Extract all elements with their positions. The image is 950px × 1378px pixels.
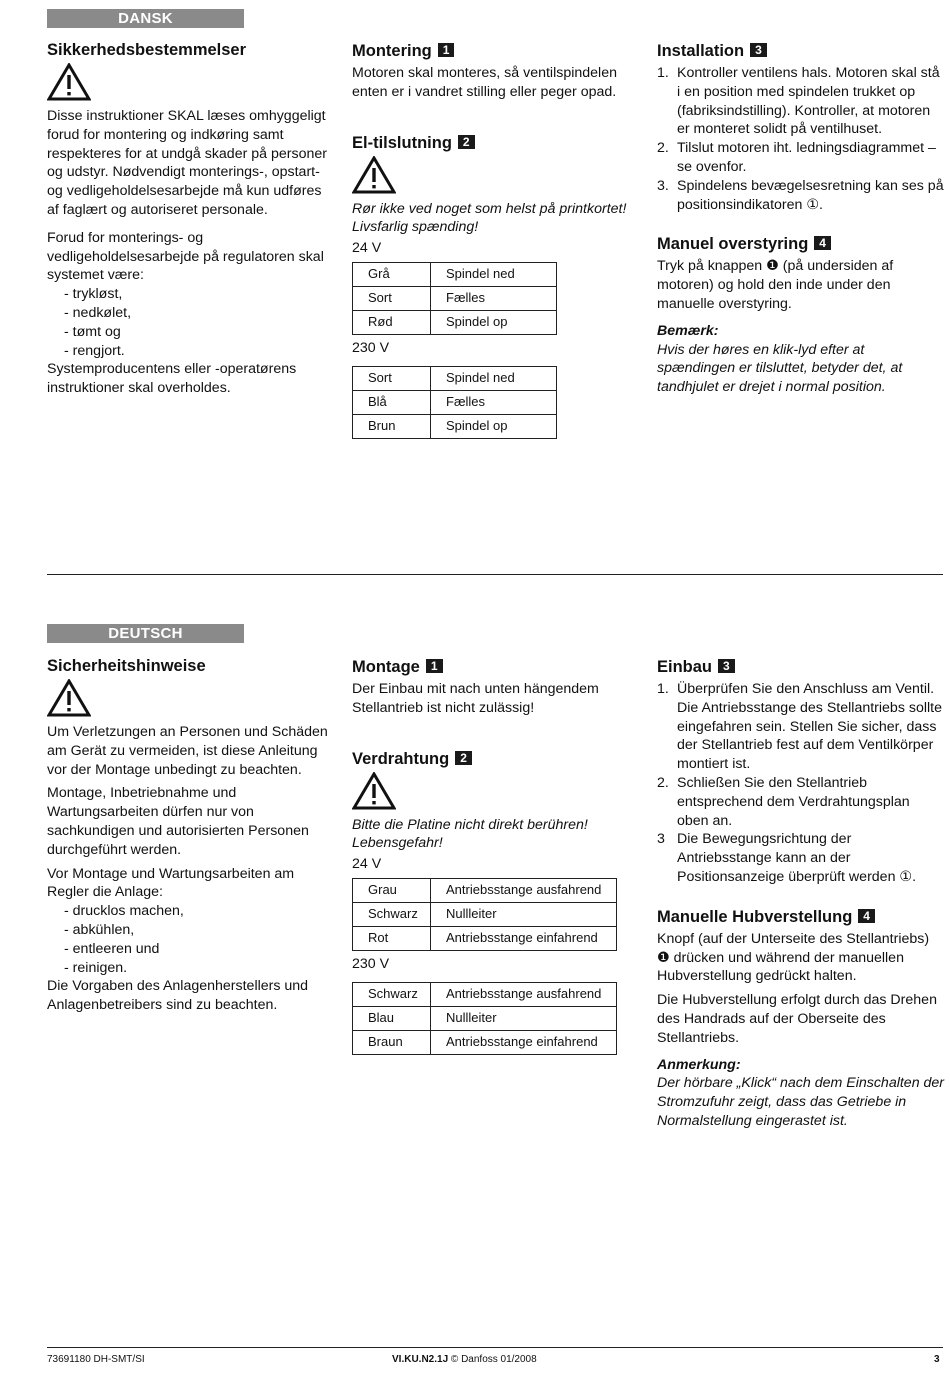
warning-text: Bitte die Platine nicht direkt berühren! Lebensgefahr! — [352, 816, 588, 852]
wire-function: Fælles — [431, 390, 557, 414]
note-title: Anmerkung: — [657, 1056, 741, 1073]
table-row — [353, 926, 617, 950]
list-item: - tømt og — [64, 323, 337, 342]
deutsch-installation-manual — [657, 657, 945, 1136]
wiring-table-230v — [352, 982, 617, 1055]
table-row — [353, 390, 557, 414]
section-title — [352, 749, 642, 769]
step-text: Tilslut motoren iht. ledningsdiagrammet – se ovenfor. — [677, 140, 936, 175]
step-number-badge: 3 — [718, 659, 735, 673]
list-item: - nedkølet, — [64, 304, 337, 323]
wire-function: Antriebsstange ausfahrend — [431, 878, 617, 902]
step-list — [657, 64, 945, 214]
wire-color: Schwarz — [353, 982, 431, 1006]
list-item: - entleeren und — [64, 940, 337, 959]
wire-function: Spindel ned — [431, 366, 557, 390]
section-title — [352, 133, 642, 153]
dansk-safety-section — [47, 40, 337, 403]
step-text: Überprüfen Sie den Anschluss am Ventil. Die Antriebsstange des Stellantriebs sollte eingefahren sein. Stellen Sie sicher, dass der Stellantrieb fest auf dem Ventilkörper montiert ist. — [677, 681, 942, 773]
title-text: Einbau — [657, 658, 713, 676]
step-number-badge: 3 — [750, 43, 767, 57]
step-number: 1. — [657, 65, 669, 81]
list-item — [657, 680, 945, 774]
note-text: Hvis der høres en klik-lyd efter at spændingen er tilsluttet, betyder det, at tandhjulet er drejet i normal position. — [657, 341, 903, 396]
requirement-list — [47, 902, 337, 977]
note-text: Der hörbare „Klick“ nach dem Einschalten der Stromzufuhr zeigt, dass das Getriebe in Normalstellung eingerastet ist. — [657, 1075, 945, 1129]
title-text: Montering — [352, 42, 432, 60]
section-title: Sikkerhedsbestemmelser — [47, 41, 247, 59]
list-item: - reinigen. — [64, 959, 337, 978]
list-item — [657, 177, 945, 215]
table-row — [353, 366, 557, 390]
wire-color: Blau — [353, 1006, 431, 1030]
step-text: Spindelens bevægelsesretning kan ses på positionsindikatoren ①. — [677, 177, 944, 213]
voltage-label: 24 V — [352, 240, 382, 257]
language-label-dansk: DANSK — [47, 9, 244, 28]
step-number-badge: 4 — [814, 236, 831, 250]
title-text: Installation — [657, 42, 745, 60]
paragraph: Um Verletzungen an Personen und Schäden am Gerät zu vermeiden, ist diese Anleitung vor der Montage unbedingt zu beachten. — [47, 724, 328, 778]
list-item: - drucklos machen, — [64, 902, 337, 921]
requirement-list — [47, 285, 337, 360]
voltage-label: 24 V — [352, 856, 382, 873]
section-title — [657, 907, 945, 927]
paragraph: Tryk på knappen ❶ (på undersiden af motoren) og hold den inde under den manuelle overstyring. — [657, 258, 894, 312]
wire-function: Spindel op — [431, 414, 557, 438]
wire-function: Nullleiter — [431, 1006, 617, 1030]
title-text: Manuel overstyring — [657, 235, 809, 254]
table-row — [353, 286, 557, 310]
dansk-installation-manual — [657, 41, 945, 402]
wire-color: Grå — [353, 262, 431, 286]
list-item — [657, 774, 945, 830]
wire-color: Brun — [353, 414, 431, 438]
footer-divider — [47, 1347, 943, 1348]
paragraph: Systemproducentens eller -operatørens instruktioner skal overholdes. — [47, 361, 297, 397]
section-title — [657, 41, 945, 61]
table-row — [353, 262, 557, 286]
section-title — [352, 657, 642, 677]
list-item — [657, 830, 945, 886]
wire-function: Spindel op — [431, 310, 557, 334]
step-number-badge: 2 — [458, 135, 475, 149]
paragraph: Der Einbau mit nach unten hängendem Stellantrieb ist nicht zulässig! — [352, 681, 599, 716]
step-text: Kontroller ventilens hals. Motoren skal stå i en position med spindelen trukket op (fabriksindstilling). Kontroller, at motoren er monteret solidt på ventilhuset. — [677, 65, 940, 138]
step-number: 2. — [657, 140, 669, 157]
table-row — [353, 1006, 617, 1030]
step-number: 3 — [657, 831, 665, 848]
wiring-table-24v — [352, 878, 617, 951]
paragraph: Die Hubverstellung erfolgt durch das Drehen des Handrads auf der Oberseite des Stellantriebs. — [657, 992, 937, 1046]
voltage-label: 230 V — [352, 339, 390, 356]
page-number: 3 — [934, 1354, 940, 1365]
paragraph: Disse instruktioner SKAL læses omhyggeligt forud for montering og indkøring samt respekteres for at undgå skader på personer og udstyr. Nødvendigt monterings-, opstart- og vedligeholdelsesarbejde må kun udføres af faglært og autoriseret personale. — [47, 108, 327, 218]
wire-color: Sort — [353, 286, 431, 310]
wire-function: Antriebsstange einfahrend — [431, 1030, 617, 1054]
paragraph: Forud for monterings- og vedligeholdelsesarbejde på regulatoren skal systemet være: — [47, 229, 324, 284]
paragraph: Knopf (auf der Unterseite des Stellantriebs) ❶ drücken und während der manuellen Hubverstellung gedrückt halten. — [657, 930, 930, 985]
warning-triangle-icon — [352, 772, 396, 810]
document-reference: VI.KU.N2.1J — [392, 1354, 449, 1365]
step-text: Die Bewegungsrichtung der Antriebsstange kann an der Positionsanzeige überprüft werden ①. — [677, 831, 917, 885]
warning-triangle-icon — [47, 63, 91, 101]
section-title — [352, 41, 642, 61]
wire-color: Grau — [353, 878, 431, 902]
paragraph: Motoren skal monteres, så ventilspindelen enten er i vandret stilling eller peger opad. — [352, 65, 617, 100]
title-text: Verdrahtung — [352, 749, 450, 768]
wire-color: Braun — [353, 1030, 431, 1054]
table-row — [353, 310, 557, 334]
step-number-badge: 1 — [426, 659, 443, 673]
wire-function: Fælles — [431, 286, 557, 310]
title-text: Manuelle Hubverstellung — [657, 907, 853, 926]
deutsch-mounting-wiring — [352, 657, 642, 1059]
footer-center — [392, 1354, 537, 1365]
list-item — [657, 139, 945, 177]
list-item: - trykløst, — [64, 285, 337, 304]
step-number-badge: 4 — [858, 909, 875, 923]
list-item: - rengjort. — [64, 342, 337, 361]
step-number-badge: 2 — [455, 751, 472, 765]
step-list — [657, 680, 945, 887]
section-title — [657, 234, 945, 254]
wire-color: Schwarz — [353, 902, 431, 926]
list-item: - abkühlen, — [64, 921, 337, 940]
wire-function: Antriebsstange ausfahrend — [431, 982, 617, 1006]
section-title — [657, 657, 945, 677]
wire-function: Antriebsstange einfahrend — [431, 926, 617, 950]
note-title: Bemærk: — [657, 322, 719, 339]
wire-function: Nullleiter — [431, 902, 617, 926]
table-row — [353, 1030, 617, 1054]
warning-text: Rør ikke ved noget som helst på printkortet! Livsfarlig spænding! — [352, 200, 627, 236]
step-number-badge: 1 — [438, 43, 455, 57]
wire-color: Rød — [353, 310, 431, 334]
section-title: Sicherheitshinweise — [47, 657, 206, 675]
language-label-deutsch: DEUTSCH — [47, 624, 244, 643]
title-text: El-tilslutning — [352, 133, 452, 152]
section-divider — [47, 574, 943, 575]
paragraph: Montage, Inbetriebnahme und Wartungsarbeiten dürfen nur von sachkundigen und autorisierten Personen durchgeführt werden. — [47, 785, 309, 858]
title-text: Montage — [352, 658, 420, 676]
voltage-label: 230 V — [352, 955, 390, 972]
table-row — [353, 414, 557, 438]
warning-triangle-icon — [47, 679, 91, 717]
deutsch-safety-section — [47, 656, 337, 1020]
wire-color: Blå — [353, 390, 431, 414]
wiring-table-24v — [352, 262, 557, 335]
paragraph: Vor Montage und Wartungsarbeiten am Regler die Anlage: — [47, 865, 295, 901]
step-number: 3. — [657, 177, 669, 194]
wire-function: Spindel ned — [431, 262, 557, 286]
table-row — [353, 902, 617, 926]
step-number: 2. — [657, 774, 669, 791]
document-code: 73691180 DH-SMT/SI — [47, 1354, 145, 1365]
step-number: 1. — [657, 681, 669, 697]
list-item — [657, 64, 945, 139]
warning-triangle-icon — [352, 156, 396, 194]
table-row — [353, 982, 617, 1006]
paragraph: Die Vorgaben des Anlagenherstellers und Anlagenbetreibers sind zu beachten. — [47, 978, 309, 1014]
wiring-table-230v — [352, 366, 557, 439]
copyright: © Danfoss 01/2008 — [450, 1354, 537, 1365]
dansk-mounting-wiring — [352, 41, 642, 443]
step-text: Schließen Sie den Stellantrieb entsprechend dem Verdrahtungsplan oben an. — [677, 774, 910, 829]
wire-color: Rot — [353, 926, 431, 950]
wire-color: Sort — [353, 366, 431, 390]
table-row — [353, 878, 617, 902]
